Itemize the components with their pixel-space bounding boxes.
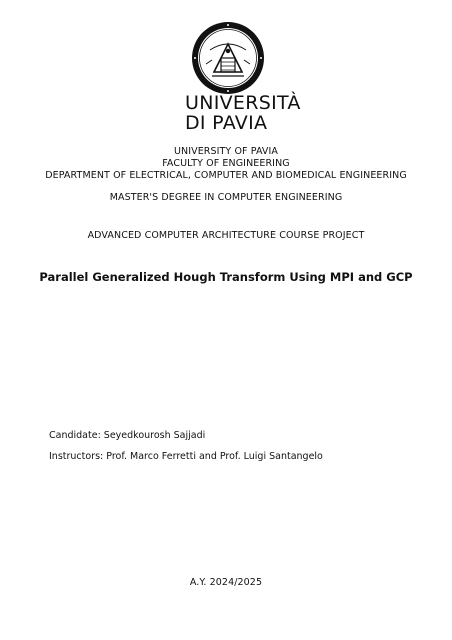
university-line: UNIVERSITY OF PAVIA — [173, 146, 279, 157]
thesis-title: Parallel Generalized Hough Transform Using MPI and GCP — [39, 270, 413, 284]
candidate-line: Candidate: Seyedkourosh Sajjadi — [49, 430, 206, 441]
university-logo-text — [185, 93, 301, 133]
instructors-line: Instructors: Prof. Marco Ferretti and Prof. Luigi Santangelo — [49, 451, 323, 462]
logo-line-2: DI PAVIA — [185, 112, 268, 134]
degree-line: MASTER'S DEGREE IN COMPUTER ENGINEERING — [109, 192, 343, 203]
academic-year: A.Y. 2024/2025 — [189, 577, 263, 588]
course-line: ADVANCED COMPUTER ARCHITECTURE COURSE PROJECT — [87, 230, 365, 241]
faculty-line: FACULTY OF ENGINEERING — [162, 158, 290, 169]
logo-line-1: UNIVERSITÀ — [185, 92, 301, 114]
department-line: DEPARTMENT OF ELECTRICAL, COMPUTER AND BIOMEDICAL ENGINEERING — [45, 170, 407, 181]
university-seal-icon — [190, 20, 266, 96]
